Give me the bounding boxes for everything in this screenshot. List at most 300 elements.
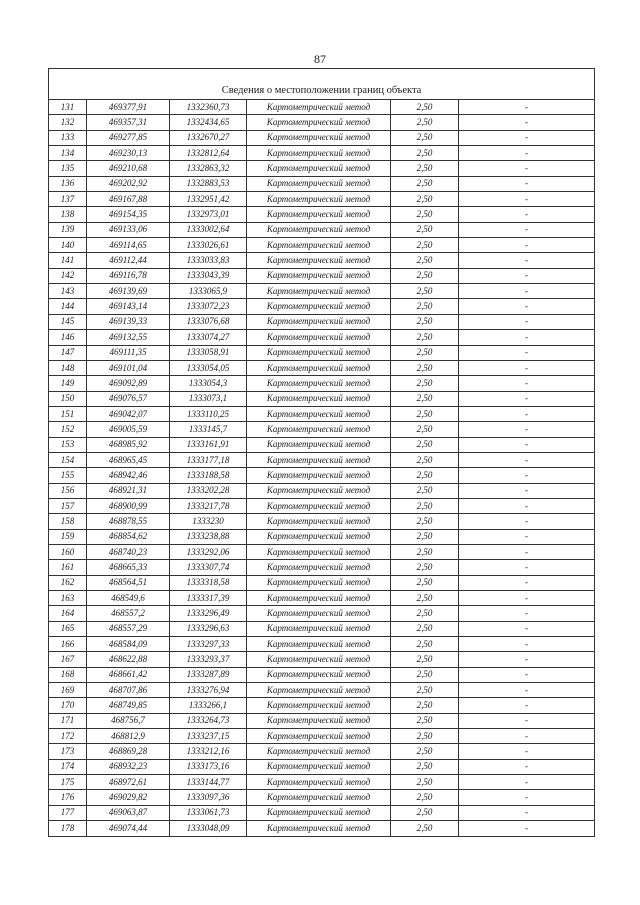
method-cell: Картометрический метод <box>247 222 391 237</box>
coord-y-cell: 1333212,16 <box>170 744 247 759</box>
point-number-cell: 136 <box>49 176 87 191</box>
coord-x-cell: 468932,23 <box>87 759 170 774</box>
coord-y-cell: 1333287,89 <box>170 667 247 682</box>
coord-x-cell: 469202,92 <box>87 176 170 191</box>
note-cell: - <box>459 284 595 299</box>
accuracy-cell: 2,50 <box>391 621 459 636</box>
note-cell: - <box>459 591 595 606</box>
accuracy-cell: 2,50 <box>391 238 459 253</box>
note-cell: - <box>459 529 595 544</box>
note-cell: - <box>459 207 595 222</box>
note-cell: - <box>459 130 595 145</box>
table-row <box>49 238 595 253</box>
method-cell: Картометрический метод <box>247 130 391 145</box>
accuracy-cell: 2,50 <box>391 360 459 375</box>
table-row <box>49 713 595 728</box>
accuracy-cell: 2,50 <box>391 406 459 421</box>
accuracy-cell: 2,50 <box>391 759 459 774</box>
note-cell: - <box>459 452 595 467</box>
point-number-cell: 170 <box>49 698 87 713</box>
point-number-cell: 141 <box>49 253 87 268</box>
table-row <box>49 683 595 698</box>
table-row <box>49 514 595 529</box>
point-number-cell: 167 <box>49 652 87 667</box>
accuracy-cell: 2,50 <box>391 667 459 682</box>
table-row <box>49 483 595 498</box>
note-cell: - <box>459 391 595 406</box>
table-row <box>49 391 595 406</box>
coord-x-cell: 469230,13 <box>87 146 170 161</box>
table-row <box>49 314 595 329</box>
coord-x-cell: 468661,42 <box>87 667 170 682</box>
point-number-cell: 132 <box>49 115 87 130</box>
method-cell: Картометрический метод <box>247 100 391 115</box>
method-cell: Картометрический метод <box>247 759 391 774</box>
point-number-cell: 169 <box>49 683 87 698</box>
coord-y-cell: 1333237,15 <box>170 729 247 744</box>
accuracy-cell: 2,50 <box>391 253 459 268</box>
method-cell: Картометрический метод <box>247 468 391 483</box>
coord-x-cell: 468900,99 <box>87 498 170 513</box>
coord-x-cell: 468622,88 <box>87 652 170 667</box>
point-number-cell: 177 <box>49 805 87 820</box>
accuracy-cell: 2,50 <box>391 591 459 606</box>
coord-y-cell: 1333072,23 <box>170 299 247 314</box>
note-cell: - <box>459 790 595 805</box>
table-row <box>49 606 595 621</box>
note-cell: - <box>459 683 595 698</box>
accuracy-cell: 2,50 <box>391 268 459 283</box>
note-cell: - <box>459 253 595 268</box>
method-cell: Картометрический метод <box>247 529 391 544</box>
point-number-cell: 164 <box>49 606 87 621</box>
accuracy-cell: 2,50 <box>391 652 459 667</box>
method-cell: Картометрический метод <box>247 683 391 698</box>
note-cell: - <box>459 222 595 237</box>
coord-x-cell: 469167,88 <box>87 192 170 207</box>
coord-y-cell: 1333296,63 <box>170 621 247 636</box>
point-number-cell: 171 <box>49 713 87 728</box>
note-cell: - <box>459 713 595 728</box>
method-cell: Картометрический метод <box>247 775 391 790</box>
note-cell: - <box>459 299 595 314</box>
note-cell: - <box>459 775 595 790</box>
method-cell: Картометрический метод <box>247 253 391 268</box>
note-cell: - <box>459 637 595 652</box>
note-cell: - <box>459 161 595 176</box>
point-number-cell: 159 <box>49 529 87 544</box>
accuracy-cell: 2,50 <box>391 376 459 391</box>
note-cell: - <box>459 544 595 559</box>
coord-y-cell: 1333058,91 <box>170 345 247 360</box>
coord-x-cell: 469143,14 <box>87 299 170 314</box>
table-row <box>49 299 595 314</box>
coord-y-cell: 1333318,58 <box>170 575 247 590</box>
coord-y-cell: 1333293,37 <box>170 652 247 667</box>
note-cell: - <box>459 238 595 253</box>
coord-x-cell: 469042,07 <box>87 406 170 421</box>
coord-x-cell: 468812,9 <box>87 729 170 744</box>
note-cell: - <box>459 314 595 329</box>
coord-x-cell: 469074,44 <box>87 821 170 836</box>
method-cell: Картометрический метод <box>247 498 391 513</box>
coord-x-cell: 469139,33 <box>87 314 170 329</box>
table-row <box>49 652 595 667</box>
table-row <box>49 575 595 590</box>
table-row <box>49 790 595 805</box>
table-row <box>49 805 595 820</box>
accuracy-cell: 2,50 <box>391 775 459 790</box>
table-row <box>49 698 595 713</box>
note-cell: - <box>459 575 595 590</box>
accuracy-cell: 2,50 <box>391 299 459 314</box>
table-row <box>49 591 595 606</box>
point-number-cell: 178 <box>49 821 87 836</box>
method-cell: Картометрический метод <box>247 744 391 759</box>
table-row <box>49 192 595 207</box>
table-row <box>49 468 595 483</box>
note-cell: - <box>459 744 595 759</box>
method-cell: Картометрический метод <box>247 637 391 652</box>
note-cell: - <box>459 406 595 421</box>
boundary-table-body <box>49 69 595 837</box>
table-row <box>49 146 595 161</box>
method-cell: Картометрический метод <box>247 422 391 437</box>
coord-y-cell: 1333144,77 <box>170 775 247 790</box>
accuracy-cell: 2,50 <box>391 100 459 115</box>
coord-y-cell: 1332863,32 <box>170 161 247 176</box>
note-cell: - <box>459 176 595 191</box>
table-row <box>49 621 595 636</box>
table-row <box>49 498 595 513</box>
note-cell: - <box>459 115 595 130</box>
coord-x-cell: 469092,89 <box>87 376 170 391</box>
coord-y-cell: 1333026,61 <box>170 238 247 253</box>
note-cell: - <box>459 560 595 575</box>
point-number-cell: 155 <box>49 468 87 483</box>
method-cell: Картометрический метод <box>247 437 391 452</box>
coord-x-cell: 468549,6 <box>87 591 170 606</box>
table-row <box>49 345 595 360</box>
accuracy-cell: 2,50 <box>391 345 459 360</box>
accuracy-cell: 2,50 <box>391 468 459 483</box>
accuracy-cell: 2,50 <box>391 790 459 805</box>
coord-x-cell: 469112,44 <box>87 253 170 268</box>
table-row <box>49 637 595 652</box>
point-number-cell: 133 <box>49 130 87 145</box>
point-number-cell: 145 <box>49 314 87 329</box>
accuracy-cell: 2,50 <box>391 729 459 744</box>
table-caption-row <box>49 69 595 100</box>
method-cell: Картометрический метод <box>247 667 391 682</box>
boundary-table <box>48 68 595 837</box>
method-cell: Картометрический метод <box>247 698 391 713</box>
accuracy-cell: 2,50 <box>391 452 459 467</box>
method-cell: Картометрический метод <box>247 606 391 621</box>
coord-y-cell: 1332434,65 <box>170 115 247 130</box>
accuracy-cell: 2,50 <box>391 544 459 559</box>
table-row <box>49 100 595 115</box>
method-cell: Картометрический метод <box>247 514 391 529</box>
note-cell: - <box>459 498 595 513</box>
point-number-cell: 165 <box>49 621 87 636</box>
point-number-cell: 166 <box>49 637 87 652</box>
coord-x-cell: 468854,62 <box>87 529 170 544</box>
coord-y-cell: 1333161,91 <box>170 437 247 452</box>
accuracy-cell: 2,50 <box>391 744 459 759</box>
coord-y-cell: 1333033,83 <box>170 253 247 268</box>
table-row <box>49 729 595 744</box>
note-cell: - <box>459 376 595 391</box>
point-number-cell: 143 <box>49 284 87 299</box>
coord-x-cell: 468740,23 <box>87 544 170 559</box>
coord-x-cell: 468965,45 <box>87 452 170 467</box>
method-cell: Картометрический метод <box>247 330 391 345</box>
accuracy-cell: 2,50 <box>391 284 459 299</box>
point-number-cell: 135 <box>49 161 87 176</box>
coord-y-cell: 1333188,58 <box>170 468 247 483</box>
coord-x-cell: 469154,35 <box>87 207 170 222</box>
table-row <box>49 253 595 268</box>
note-cell: - <box>459 759 595 774</box>
point-number-cell: 158 <box>49 514 87 529</box>
accuracy-cell: 2,50 <box>391 422 459 437</box>
note-cell: - <box>459 483 595 498</box>
accuracy-cell: 2,50 <box>391 330 459 345</box>
coord-x-cell: 469005,59 <box>87 422 170 437</box>
table-row <box>49 452 595 467</box>
accuracy-cell: 2,50 <box>391 560 459 575</box>
coord-y-cell: 1332973,01 <box>170 207 247 222</box>
coord-y-cell: 1333145,7 <box>170 422 247 437</box>
point-number-cell: 144 <box>49 299 87 314</box>
accuracy-cell: 2,50 <box>391 805 459 820</box>
coord-x-cell: 468584,09 <box>87 637 170 652</box>
coord-x-cell: 468985,92 <box>87 437 170 452</box>
table-row <box>49 284 595 299</box>
coord-y-cell: 1333048,09 <box>170 821 247 836</box>
coord-x-cell: 468942,46 <box>87 468 170 483</box>
coord-x-cell: 469063,87 <box>87 805 170 820</box>
coord-x-cell: 469114,65 <box>87 238 170 253</box>
coord-y-cell: 1333074,27 <box>170 330 247 345</box>
point-number-cell: 162 <box>49 575 87 590</box>
point-number-cell: 149 <box>49 376 87 391</box>
coord-y-cell: 1333110,25 <box>170 406 247 421</box>
method-cell: Картометрический метод <box>247 591 391 606</box>
accuracy-cell: 2,50 <box>391 637 459 652</box>
accuracy-cell: 2,50 <box>391 222 459 237</box>
method-cell: Картометрический метод <box>247 299 391 314</box>
method-cell: Картометрический метод <box>247 621 391 636</box>
note-cell: - <box>459 468 595 483</box>
method-cell: Картометрический метод <box>247 314 391 329</box>
point-number-cell: 146 <box>49 330 87 345</box>
coord-y-cell: 1333230 <box>170 514 247 529</box>
coord-x-cell: 468707,86 <box>87 683 170 698</box>
note-cell: - <box>459 698 595 713</box>
coord-y-cell: 1333307,74 <box>170 560 247 575</box>
table-row <box>49 330 595 345</box>
method-cell: Картометрический метод <box>247 729 391 744</box>
point-number-cell: 172 <box>49 729 87 744</box>
coord-x-cell: 469116,78 <box>87 268 170 283</box>
coord-y-cell: 1332670,27 <box>170 130 247 145</box>
table-row <box>49 759 595 774</box>
coord-y-cell: 1333065,9 <box>170 284 247 299</box>
point-number-cell: 176 <box>49 790 87 805</box>
note-cell: - <box>459 729 595 744</box>
accuracy-cell: 2,50 <box>391 514 459 529</box>
note-cell: - <box>459 146 595 161</box>
method-cell: Картометрический метод <box>247 176 391 191</box>
table-row <box>49 406 595 421</box>
table-row <box>49 560 595 575</box>
point-number-cell: 160 <box>49 544 87 559</box>
accuracy-cell: 2,50 <box>391 483 459 498</box>
coord-y-cell: 1333054,05 <box>170 360 247 375</box>
point-number-cell: 173 <box>49 744 87 759</box>
coord-x-cell: 468564,51 <box>87 575 170 590</box>
coord-y-cell: 1333177,18 <box>170 452 247 467</box>
note-cell: - <box>459 606 595 621</box>
note-cell: - <box>459 821 595 836</box>
accuracy-cell: 2,50 <box>391 115 459 130</box>
accuracy-cell: 2,50 <box>391 498 459 513</box>
coord-y-cell: 1332360,73 <box>170 100 247 115</box>
point-number-cell: 153 <box>49 437 87 452</box>
method-cell: Картометрический метод <box>247 560 391 575</box>
coord-y-cell: 1333043,39 <box>170 268 247 283</box>
note-cell: - <box>459 100 595 115</box>
coord-y-cell: 1333002,64 <box>170 222 247 237</box>
method-cell: Картометрический метод <box>247 483 391 498</box>
coord-y-cell: 1333296,49 <box>170 606 247 621</box>
note-cell: - <box>459 652 595 667</box>
boundary-sheet <box>48 68 594 837</box>
point-number-cell: 161 <box>49 560 87 575</box>
table-row <box>49 222 595 237</box>
coord-x-cell: 469101,04 <box>87 360 170 375</box>
note-cell: - <box>459 345 595 360</box>
method-cell: Картометрический метод <box>247 391 391 406</box>
method-cell: Картометрический метод <box>247 790 391 805</box>
point-number-cell: 157 <box>49 498 87 513</box>
coord-y-cell: 1333297,33 <box>170 637 247 652</box>
accuracy-cell: 2,50 <box>391 821 459 836</box>
table-row <box>49 544 595 559</box>
note-cell: - <box>459 422 595 437</box>
coord-y-cell: 1333238,88 <box>170 529 247 544</box>
method-cell: Картометрический метод <box>247 192 391 207</box>
accuracy-cell: 2,50 <box>391 698 459 713</box>
accuracy-cell: 2,50 <box>391 146 459 161</box>
coord-y-cell: 1333266,1 <box>170 698 247 713</box>
method-cell: Картометрический метод <box>247 376 391 391</box>
note-cell: - <box>459 268 595 283</box>
coord-x-cell: 468665,33 <box>87 560 170 575</box>
method-cell: Картометрический метод <box>247 713 391 728</box>
accuracy-cell: 2,50 <box>391 207 459 222</box>
coord-x-cell: 469133,06 <box>87 222 170 237</box>
table-row <box>49 775 595 790</box>
point-number-cell: 163 <box>49 591 87 606</box>
method-cell: Картометрический метод <box>247 452 391 467</box>
coord-x-cell: 468557,2 <box>87 606 170 621</box>
coord-x-cell: 469357,31 <box>87 115 170 130</box>
point-number-cell: 156 <box>49 483 87 498</box>
note-cell: - <box>459 805 595 820</box>
method-cell: Картометрический метод <box>247 146 391 161</box>
coord-y-cell: 1333173,16 <box>170 759 247 774</box>
coord-x-cell: 468972,61 <box>87 775 170 790</box>
note-cell: - <box>459 437 595 452</box>
point-number-cell: 154 <box>49 452 87 467</box>
coord-y-cell: 1332951,42 <box>170 192 247 207</box>
coord-x-cell: 469111,35 <box>87 345 170 360</box>
coord-x-cell: 469377,91 <box>87 100 170 115</box>
accuracy-cell: 2,50 <box>391 575 459 590</box>
method-cell: Картометрический метод <box>247 821 391 836</box>
table-row <box>49 176 595 191</box>
accuracy-cell: 2,50 <box>391 437 459 452</box>
point-number-cell: 147 <box>49 345 87 360</box>
method-cell: Картометрический метод <box>247 544 391 559</box>
note-cell: - <box>459 360 595 375</box>
coord-x-cell: 469139,69 <box>87 284 170 299</box>
coord-y-cell: 1333073,1 <box>170 391 247 406</box>
table-row <box>49 821 595 836</box>
table-row <box>49 437 595 452</box>
accuracy-cell: 2,50 <box>391 391 459 406</box>
method-cell: Картометрический метод <box>247 360 391 375</box>
coord-x-cell: 468921,31 <box>87 483 170 498</box>
point-number-cell: 137 <box>49 192 87 207</box>
note-cell: - <box>459 192 595 207</box>
accuracy-cell: 2,50 <box>391 161 459 176</box>
note-cell: - <box>459 330 595 345</box>
coord-x-cell: 469277,85 <box>87 130 170 145</box>
point-number-cell: 148 <box>49 360 87 375</box>
coord-x-cell: 469210,68 <box>87 161 170 176</box>
coord-y-cell: 1332883,53 <box>170 176 247 191</box>
point-number-cell: 131 <box>49 100 87 115</box>
method-cell: Картометрический метод <box>247 345 391 360</box>
table-row <box>49 207 595 222</box>
point-number-cell: 168 <box>49 667 87 682</box>
coord-y-cell: 1333217,78 <box>170 498 247 513</box>
accuracy-cell: 2,50 <box>391 130 459 145</box>
coord-y-cell: 1333061,73 <box>170 805 247 820</box>
accuracy-cell: 2,50 <box>391 529 459 544</box>
table-row <box>49 360 595 375</box>
table-row <box>49 422 595 437</box>
table-row <box>49 529 595 544</box>
method-cell: Картометрический метод <box>247 268 391 283</box>
accuracy-cell: 2,50 <box>391 713 459 728</box>
coord-x-cell: 469132,55 <box>87 330 170 345</box>
point-number-cell: 150 <box>49 391 87 406</box>
method-cell: Картометрический метод <box>247 406 391 421</box>
coord-x-cell: 468878,55 <box>87 514 170 529</box>
note-cell: - <box>459 621 595 636</box>
coord-y-cell: 1333097,36 <box>170 790 247 805</box>
coord-x-cell: 468869,28 <box>87 744 170 759</box>
table-row <box>49 161 595 176</box>
accuracy-cell: 2,50 <box>391 683 459 698</box>
page-number: 87 <box>314 52 326 66</box>
point-number-cell: 174 <box>49 759 87 774</box>
